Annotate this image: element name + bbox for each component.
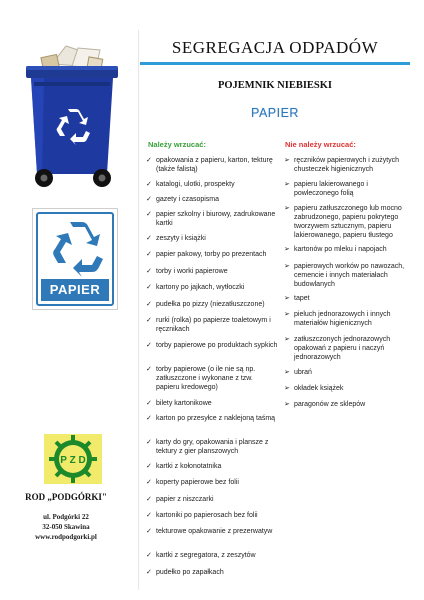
list-item: ➢ tapet: [284, 295, 310, 302]
org-name: ROD „PODGÓRKI": [25, 492, 107, 502]
list-item: ✓ karty do gry, opakowania i plansze z tektury z gier planszowych: [146, 439, 269, 455]
check-icon: ✓: [146, 317, 152, 324]
list-item: ✓ papier szkolny i biurowy, zadrukowane kartki: [146, 211, 276, 227]
check-icon: ✓: [146, 479, 152, 486]
org-address-line2: 32-050 Skawina: [42, 523, 90, 531]
list-item: ➢ paragonów ze sklepów: [284, 401, 366, 408]
arrow-right-icon: ➢: [284, 385, 290, 392]
check-icon: ✓: [146, 366, 152, 373]
check-icon: ✓: [146, 342, 152, 349]
list-item: ➢ ręczników papierowych i zużytych chusteczek higienicznych: [284, 157, 400, 173]
check-icon: ✓: [146, 400, 152, 407]
blue-bin-illustration: [22, 42, 122, 190]
org-address-line1: ul. Podgórki 22: [43, 513, 89, 521]
list-item: ✓ katalogi, ulotki, prospekty: [146, 181, 235, 188]
list-item: ✓ kartki z segregatora, z zeszytów: [146, 552, 256, 559]
arrow-right-icon: ➢: [284, 311, 290, 318]
check-icon: ✓: [146, 552, 152, 559]
list-item: ✓ koperty papierowe bez folii: [146, 479, 239, 486]
list-item: ✓ torby papierowe (o ile nie są np. zatłuszczone i wykonane z tzw. papieru kredowego): [146, 366, 256, 391]
check-icon: ✓: [146, 284, 152, 291]
check-icon: ✓: [146, 528, 152, 535]
list-item: ➢ pieluch jednorazowych i innych materiałów higienicznych: [284, 311, 391, 327]
arrow-right-icon: ➢: [284, 157, 290, 164]
left-panel: [0, 0, 132, 600]
list-item: ✓ bilety kartonikowe: [146, 400, 212, 407]
forbidden-heading: Nie należy wrzucać:: [285, 140, 356, 149]
category-title: PAPIER: [251, 106, 299, 120]
list-item: ➢ papierowych worków po nawozach, cemencie i innych materiałach budowlanych: [284, 263, 405, 288]
check-icon: ✓: [146, 181, 152, 188]
list-item: ✓ tekturowe opakowanie z prezerwatyw: [146, 528, 273, 535]
page-subtitle: POJEMNIK NIEBIESKI: [217, 80, 333, 91]
list-item: ✓ zeszyty i książki: [146, 235, 206, 242]
check-icon: ✓: [146, 439, 152, 446]
paper-sign-label: PAPIER: [41, 279, 109, 301]
check-icon: ✓: [146, 463, 152, 470]
pzd-logo: [44, 434, 102, 484]
list-item: ✓ rurki (rolka) po papierze toaletowym i ręcznikach: [146, 317, 271, 333]
check-icon: ✓: [146, 251, 152, 258]
check-icon: ✓: [146, 235, 152, 242]
arrow-right-icon: ➢: [284, 246, 290, 253]
check-icon: ✓: [146, 301, 152, 308]
list-item: ➢ ubrań: [284, 369, 312, 376]
list-item: ✓ pudełka po pizzy (niezatłuszczone): [146, 301, 265, 308]
check-icon: ✓: [146, 496, 152, 503]
list-item: ✓ opakowania z papieru, karton, tekturę (także falistą): [146, 157, 273, 173]
list-item: ✓ papier z niszczarki: [146, 496, 214, 503]
list-item: ✓ torby i worki papierowe: [146, 268, 228, 275]
check-icon: ✓: [146, 569, 152, 576]
check-icon: ✓: [146, 211, 152, 218]
check-icon: ✓: [146, 196, 152, 203]
svg-text:P Z D: P Z D: [60, 455, 86, 466]
list-item: ✓ kartoniki po papierosach bez folii: [146, 512, 258, 519]
allowed-heading: Należy wrzucać:: [148, 140, 206, 149]
list-item: ➢ papieru zatłuszczonego lub mocno zabrudzonego, papieru pokrytego tworzywem sztucznym, papieru lakierowanego, papieru tłustego: [284, 205, 402, 239]
recycle-icon: [38, 220, 114, 280]
arrow-right-icon: ➢: [284, 336, 290, 343]
list-item: ✓ kartony po jajkach, wytłoczki: [146, 284, 245, 291]
column-divider: [138, 30, 139, 590]
arrow-right-icon: ➢: [284, 295, 290, 302]
paper-sign: [32, 208, 118, 310]
list-item: ✓ papier pakowy, torby po prezentach: [146, 251, 267, 258]
arrow-right-icon: ➢: [284, 401, 290, 408]
list-item: ✓ pudełko po zapałkach: [146, 569, 224, 576]
arrow-right-icon: ➢: [284, 181, 290, 188]
list-item: ➢ okładek książek: [284, 385, 344, 392]
check-icon: ✓: [146, 157, 152, 164]
list-item: ✓ karton po przesyłce z naklejoną taśmą: [146, 415, 276, 422]
arrow-right-icon: ➢: [284, 263, 290, 270]
check-icon: ✓: [146, 415, 152, 422]
check-icon: ✓: [146, 268, 152, 275]
paper-sign-frame: [36, 212, 114, 306]
list-item: ✓ kartki z kołonotatnika: [146, 463, 222, 470]
title-underline: [140, 62, 410, 65]
org-website: www.rodpodgorki.pl: [35, 533, 97, 541]
list-item: ➢ zatłuszczonych jednorazowych opakowań z papieru i naczyń jednorazowych: [284, 336, 391, 361]
arrow-right-icon: ➢: [284, 205, 290, 212]
arrow-right-icon: ➢: [284, 369, 290, 376]
list-item: ✓ torby papierowe po produktach sypkich: [146, 342, 278, 349]
check-icon: ✓: [146, 512, 152, 519]
list-item: ✓ gazety i czasopisma: [146, 196, 220, 203]
list-item: ➢ papieru lakierowanego i powleczonego folią: [284, 181, 368, 197]
list-item: ➢ kartonów po mleku i napojach: [284, 246, 387, 253]
page-title: SEGREGACJA ODPADÓW: [171, 38, 379, 57]
